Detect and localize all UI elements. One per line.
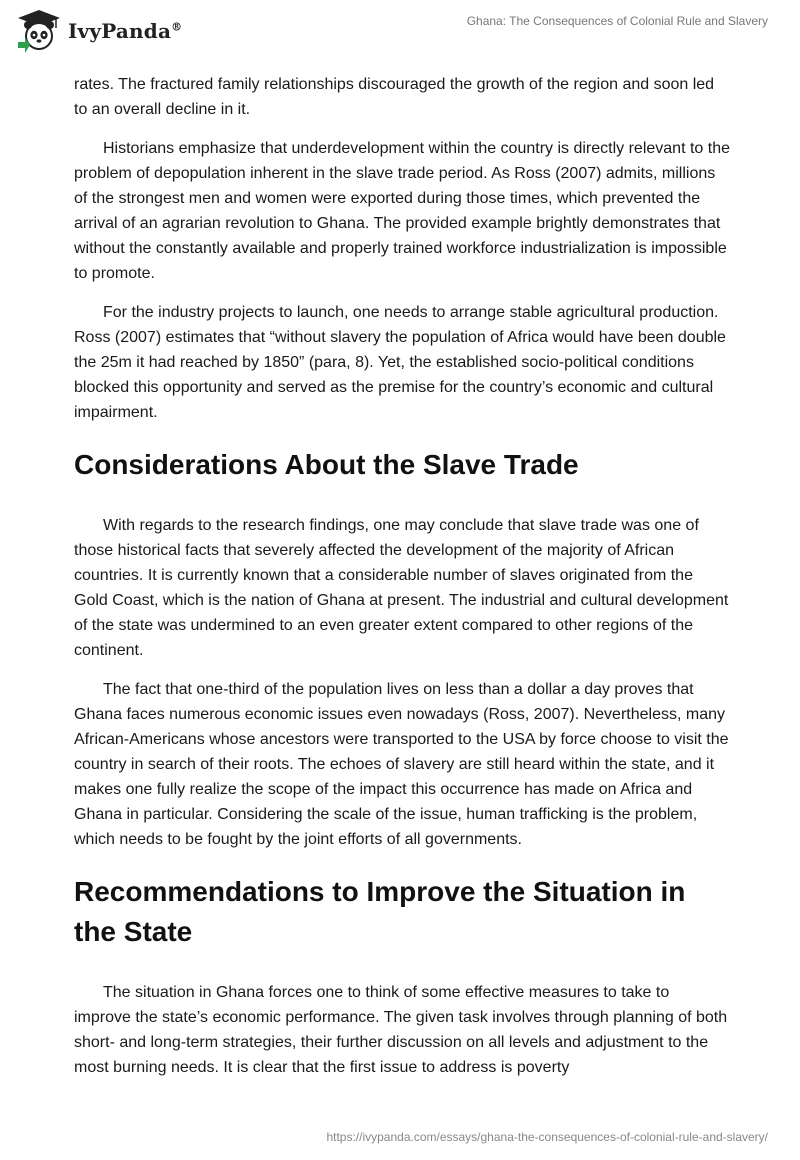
- source-url[interactable]: https://ivypanda.com/essays/ghana-the-consequences-of-colonial-rule-and-slavery/: [326, 1130, 768, 1144]
- paragraph: For the industry projects to launch, one needs to arrange stable agricultural production. Ross (2007) estimates that “without slavery the population of Africa would have been double the 25m it had reached by 1850” (para, 8). Yet, the established socio-political conditions blocked this opportunity and served as the premise for the country’s economic and cultural impairment.: [74, 304, 726, 421]
- paragraph: With regards to the research findings, one may conclude that slave trade was one of those historical facts that severely affected the development of the majority of African countries. It is currently known that a considerable number of slaves originated from the Gold Coast, which is the nation of Ghana at present. The industrial and cultural development of the state was undermined to an even greater extent compared to other regions of the continent.: [74, 517, 729, 659]
- page-header: [0, 0, 800, 64]
- section-heading: Recommendations to Improve the Situation in the State: [74, 876, 686, 947]
- paragraph: rates. The fractured family relationships discouraged the growth of the region and soon led to an overall decline in it.: [74, 76, 715, 118]
- document-title: Ghana: The Consequences of Colonial Rule and Slavery: [466, 14, 768, 28]
- section-heading: Considerations About the Slave Trade: [74, 449, 579, 480]
- ivypanda-logo[interactable]: [16, 8, 182, 54]
- paragraph: The fact that one-third of the population lives on less than a dollar a day proves that Ghana faces numerous economic issues even nowadays (Ross, 2007). Nevertheless, many African-Americans whose ancestors were transported to the USA by force choose to visit the country in search of their roots. The echoes of slavery are still heard within the state, and it makes one fully realize the scope of the impact this occurrence has made on Africa and Ghana in particular. Considering the scale of the issue, human trafficking is the problem, which needs to be fought by the joint efforts of all governments.: [74, 681, 729, 848]
- panda-graduate-icon: [16, 8, 62, 54]
- paragraph: Historians emphasize that underdevelopment within the country is directly relevant to the problem of depopulation inherent in the slave trade period. As Ross (2007) admits, millions of the strongest men and women were exported during those times, which prevented the arrival of an agrarian revolution to Ghana. The provided example brightly demonstrates that without the constantly available and properly trained workforce industrialization is impossible to promote.: [74, 140, 730, 282]
- paragraph: The situation in Ghana forces one to think of some effective measures to take to improve the state’s economic performance. The given task involves through planning of both short- and long-term strategies, their further discussion on all levels and adjustment to the most burning needs. It is clear that the first issue to address is poverty: [74, 984, 728, 1076]
- logo-wordmark: IvyPanda®: [68, 19, 183, 43]
- essay-body: [74, 72, 730, 1094]
